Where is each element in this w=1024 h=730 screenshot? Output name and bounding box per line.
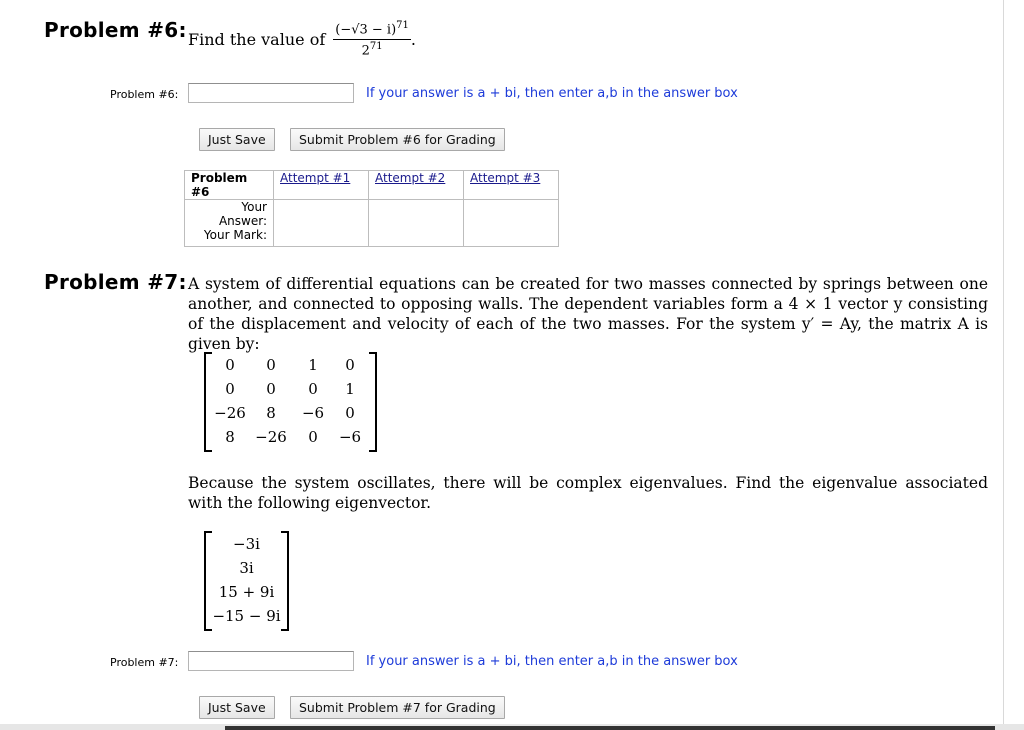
matrix-entry: −26 — [214, 404, 246, 422]
matrix-entry: 0 — [345, 404, 355, 422]
scrollbar-thumb[interactable] — [225, 726, 995, 730]
matrix-entry: −26 — [255, 428, 287, 446]
matrix-entry: 0 — [345, 356, 355, 374]
matrix-entry: −6 — [338, 428, 362, 446]
matrix-entry: 8 — [225, 428, 235, 446]
problem-7-hint: If your answer is a + bi, then enter a,b in the answer box — [366, 654, 738, 669]
matrix-entry: 0 — [266, 380, 276, 398]
problem-6-attempts-table — [184, 170, 559, 247]
matrix-entry: 0 — [225, 380, 235, 398]
problem-7-statement: A system of differential equations can be created for two masses connected by springs between one another, and connected to opposing walls. The dependent variables form a 4 × 1 vector y consisting of the displacement and velocity of each of the two masses. For the system y′ = Ay, the matrix A is given by: — [188, 275, 988, 353]
problem-7-answer-label: Problem #7: — [110, 656, 179, 669]
eigenvector-entry: 15 + 9i — [218, 583, 275, 601]
eigenvector-entry: −15 − 9i — [212, 607, 281, 625]
problem-7-submit-button[interactable]: Submit Problem #7 for Grading — [290, 696, 505, 719]
matrix-entry: 8 — [266, 404, 276, 422]
problem-7-heading: Problem #7: — [44, 270, 187, 294]
attempt-2-cell — [369, 200, 464, 247]
problem-6-just-save-button[interactable]: Just Save — [199, 128, 275, 151]
problem-7-just-save-button[interactable]: Just Save — [199, 696, 275, 719]
problem-6-heading: Problem #6: — [44, 18, 187, 42]
problem-6-prefix: Find the value of — [188, 29, 326, 49]
eigenvector-entry: −3i — [233, 535, 260, 553]
numerator-exponent: 71 — [396, 20, 409, 32]
fraction-numerator: (−√3 − i) — [335, 22, 397, 38]
matrix-entry: 1 — [308, 356, 318, 374]
denominator-base: 2 — [361, 42, 370, 58]
attempt-3-link[interactable]: Attempt #3 — [470, 171, 541, 185]
matrix-a — [204, 352, 377, 452]
eigenvector-entry: 3i — [239, 559, 254, 577]
problem-6-hint: If your answer is a + bi, then enter a,b in the answer box — [366, 86, 738, 101]
horizontal-scrollbar[interactable] — [0, 724, 1024, 730]
your-mark-label: Your Mark: — [185, 228, 274, 247]
matrix-entry: 0 — [308, 428, 318, 446]
problem-7-answer-input[interactable] — [188, 651, 354, 671]
attempt-2-link[interactable]: Attempt #2 — [375, 171, 446, 185]
problem-7-statement-2: Because the system oscillates, there will be complex eigenvalues. Find the eigenvalue associated with the following eigenvector. — [188, 474, 988, 512]
problem-6-statement — [188, 18, 416, 60]
denominator-exponent: 71 — [369, 40, 383, 52]
eigenvector-entries — [210, 532, 283, 628]
attempt-3-cell — [464, 200, 559, 247]
attempt-1-link[interactable]: Attempt #1 — [280, 171, 351, 185]
matrix-entry: 0 — [308, 380, 318, 398]
attempt-1-cell — [274, 200, 369, 247]
matrix-entry: 1 — [345, 380, 355, 398]
statement-period: . — [410, 29, 416, 49]
matrix-right-bracket — [369, 352, 377, 452]
matrix-entries — [210, 353, 366, 449]
problem-6-answer-input[interactable] — [188, 83, 354, 103]
matrix-entry: −6 — [301, 404, 325, 422]
matrix-entry: 0 — [266, 356, 276, 374]
your-answer-label: Your Answer: — [185, 200, 274, 229]
problem-6-answer-label: Problem #6: — [110, 88, 179, 101]
eigenvector — [204, 531, 289, 631]
table-problem-header: Problem #6 — [185, 171, 274, 200]
problem-6-fraction — [333, 20, 411, 58]
matrix-entry: 0 — [225, 356, 235, 374]
problem-6-submit-button[interactable]: Submit Problem #6 for Grading — [290, 128, 505, 151]
